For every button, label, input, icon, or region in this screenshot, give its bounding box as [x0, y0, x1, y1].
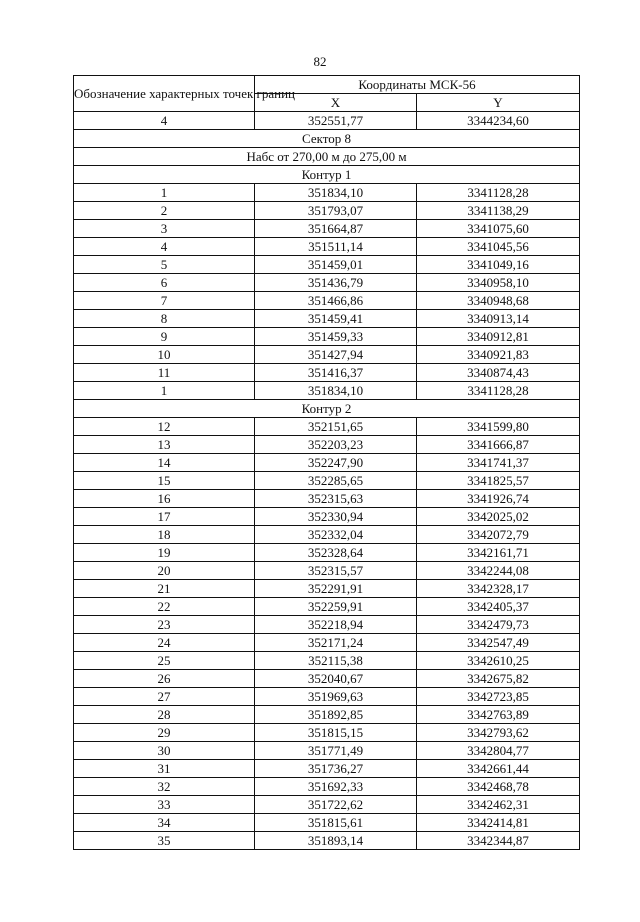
- x-coordinate-cell: 352171,24: [255, 634, 417, 652]
- table-row: [74, 652, 580, 670]
- table-row: [74, 688, 580, 706]
- table-row: [74, 760, 580, 778]
- y-coordinate-cell: 3342462,31: [417, 796, 580, 814]
- x-coordinate-cell: 352151,65: [255, 418, 417, 436]
- table-row: [74, 292, 580, 310]
- y-coordinate-cell: 3342072,79: [417, 526, 580, 544]
- table-row: [74, 598, 580, 616]
- y-coordinate-cell: 3342468,78: [417, 778, 580, 796]
- x-coordinate-cell: 352203,23: [255, 436, 417, 454]
- table-row: [74, 706, 580, 724]
- point-id-cell: 20: [74, 562, 255, 580]
- x-coordinate-cell: 351466,86: [255, 292, 417, 310]
- y-coordinate-cell: 3342161,71: [417, 544, 580, 562]
- x-column-header: X: [255, 94, 417, 112]
- point-id-cell: 11: [74, 364, 255, 382]
- coordinates-header: Координаты МСК-56: [255, 76, 580, 94]
- table-row: [74, 418, 580, 436]
- x-coordinate-cell: 351459,33: [255, 328, 417, 346]
- table-row: [74, 220, 580, 238]
- table-row: [74, 472, 580, 490]
- y-coordinate-cell: 3342479,73: [417, 616, 580, 634]
- table-row: [74, 364, 580, 382]
- y-coordinate-cell: 3341075,60: [417, 220, 580, 238]
- x-coordinate-cell: 352285,65: [255, 472, 417, 490]
- y-coordinate-cell: 3340948,68: [417, 292, 580, 310]
- x-coordinate-cell: 351736,27: [255, 760, 417, 778]
- point-id-cell: 7: [74, 292, 255, 310]
- table-row: [74, 526, 580, 544]
- y-coordinate-cell: 3342244,08: [417, 562, 580, 580]
- table-row: [74, 328, 580, 346]
- x-coordinate-cell: 351815,61: [255, 814, 417, 832]
- y-coordinate-cell: 3342328,17: [417, 580, 580, 598]
- x-coordinate-cell: 351511,14: [255, 238, 417, 256]
- y-coordinate-cell: 3341128,28: [417, 382, 580, 400]
- section-title: Контур 1: [74, 166, 580, 184]
- y-coordinate-cell: 3341049,16: [417, 256, 580, 274]
- point-id-cell: 32: [74, 778, 255, 796]
- table-row: [74, 724, 580, 742]
- point-id-cell: 25: [74, 652, 255, 670]
- y-coordinate-cell: 3342804,77: [417, 742, 580, 760]
- point-id-cell: 1: [74, 382, 255, 400]
- point-id-cell: 14: [74, 454, 255, 472]
- coordinates-table: [73, 75, 580, 850]
- y-coordinate-cell: 3342405,37: [417, 598, 580, 616]
- x-coordinate-cell: 351969,63: [255, 688, 417, 706]
- point-id-cell: 12: [74, 418, 255, 436]
- point-id-cell: 33: [74, 796, 255, 814]
- point-id-cell: 29: [74, 724, 255, 742]
- table-row: [74, 274, 580, 292]
- x-coordinate-cell: 351436,79: [255, 274, 417, 292]
- point-id-cell: 18: [74, 526, 255, 544]
- x-coordinate-cell: 352115,38: [255, 652, 417, 670]
- point-id-cell: 31: [74, 760, 255, 778]
- point-id-cell: 19: [74, 544, 255, 562]
- point-id-cell: 35: [74, 832, 255, 850]
- table-body: [74, 112, 580, 850]
- point-id-cell: 34: [74, 814, 255, 832]
- y-column-header: Y: [417, 94, 580, 112]
- x-coordinate-cell: 352328,64: [255, 544, 417, 562]
- point-id-cell: 9: [74, 328, 255, 346]
- x-coordinate-cell: 351416,37: [255, 364, 417, 382]
- y-coordinate-cell: 3340912,81: [417, 328, 580, 346]
- y-coordinate-cell: 3344234,60: [417, 112, 580, 130]
- point-id-cell: 3: [74, 220, 255, 238]
- y-coordinate-cell: 3341741,37: [417, 454, 580, 472]
- x-coordinate-cell: 351892,85: [255, 706, 417, 724]
- x-coordinate-cell: 351459,41: [255, 310, 417, 328]
- table-row: [74, 832, 580, 850]
- x-coordinate-cell: 351692,33: [255, 778, 417, 796]
- table-row: [74, 508, 580, 526]
- section-title: Контур 2: [74, 400, 580, 418]
- point-id-cell: 10: [74, 346, 255, 364]
- x-coordinate-cell: 351722,62: [255, 796, 417, 814]
- table-row: [74, 796, 580, 814]
- table-row: [74, 238, 580, 256]
- y-coordinate-cell: 3342414,81: [417, 814, 580, 832]
- point-id-cell: 27: [74, 688, 255, 706]
- table-header: [74, 76, 580, 112]
- table-row: [74, 814, 580, 832]
- y-coordinate-cell: 3341926,74: [417, 490, 580, 508]
- point-id-cell: 30: [74, 742, 255, 760]
- y-coordinate-cell: 3342610,25: [417, 652, 580, 670]
- section-row: [74, 148, 580, 166]
- page-number: 82: [313, 54, 327, 69]
- table-row: [74, 202, 580, 220]
- y-coordinate-cell: 3341599,80: [417, 418, 580, 436]
- y-coordinate-cell: 3340913,14: [417, 310, 580, 328]
- y-coordinate-cell: 3340874,43: [417, 364, 580, 382]
- table-row: [74, 562, 580, 580]
- y-coordinate-cell: 3341825,57: [417, 472, 580, 490]
- table-row: [74, 112, 580, 130]
- point-id-cell: 22: [74, 598, 255, 616]
- x-coordinate-cell: 351664,87: [255, 220, 417, 238]
- point-id-cell: 4: [74, 112, 255, 130]
- table-row: [74, 490, 580, 508]
- table-row: [74, 742, 580, 760]
- section-title: Набс от 270,00 м до 275,00 м: [74, 148, 580, 166]
- x-coordinate-cell: 352040,67: [255, 670, 417, 688]
- section-row: [74, 166, 580, 184]
- section-row: [74, 130, 580, 148]
- section-title: Сектор 8: [74, 130, 580, 148]
- y-coordinate-cell: 3342547,49: [417, 634, 580, 652]
- y-coordinate-cell: 3342763,89: [417, 706, 580, 724]
- x-coordinate-cell: 352259,91: [255, 598, 417, 616]
- x-coordinate-cell: 352315,57: [255, 562, 417, 580]
- point-id-cell: 17: [74, 508, 255, 526]
- table-row: [74, 256, 580, 274]
- point-column-header: Обозначение характерных точек границ: [74, 76, 255, 112]
- table-row: [74, 544, 580, 562]
- y-coordinate-cell: 3342661,44: [417, 760, 580, 778]
- x-coordinate-cell: 352218,94: [255, 616, 417, 634]
- table-row: [74, 670, 580, 688]
- y-coordinate-cell: 3341128,28: [417, 184, 580, 202]
- x-coordinate-cell: 352315,63: [255, 490, 417, 508]
- x-coordinate-cell: 351793,07: [255, 202, 417, 220]
- y-coordinate-cell: 3342675,82: [417, 670, 580, 688]
- y-coordinate-cell: 3342793,62: [417, 724, 580, 742]
- table-row: [74, 382, 580, 400]
- point-id-cell: 23: [74, 616, 255, 634]
- point-id-cell: 1: [74, 184, 255, 202]
- point-id-cell: 8: [74, 310, 255, 328]
- x-coordinate-cell: 351427,94: [255, 346, 417, 364]
- y-coordinate-cell: 3341138,29: [417, 202, 580, 220]
- x-coordinate-cell: 352247,90: [255, 454, 417, 472]
- section-row: [74, 400, 580, 418]
- table-row: [74, 454, 580, 472]
- y-coordinate-cell: 3341045,56: [417, 238, 580, 256]
- y-coordinate-cell: 3342344,87: [417, 832, 580, 850]
- x-coordinate-cell: 352551,77: [255, 112, 417, 130]
- point-id-cell: 26: [74, 670, 255, 688]
- y-coordinate-cell: 3340958,10: [417, 274, 580, 292]
- point-id-cell: 15: [74, 472, 255, 490]
- point-id-cell: 6: [74, 274, 255, 292]
- point-id-cell: 4: [74, 238, 255, 256]
- x-coordinate-cell: 351771,49: [255, 742, 417, 760]
- point-id-cell: 2: [74, 202, 255, 220]
- point-id-cell: 5: [74, 256, 255, 274]
- point-id-cell: 21: [74, 580, 255, 598]
- x-coordinate-cell: 351893,14: [255, 832, 417, 850]
- x-coordinate-cell: 351834,10: [255, 184, 417, 202]
- point-id-cell: 28: [74, 706, 255, 724]
- y-coordinate-cell: 3342025,02: [417, 508, 580, 526]
- table-row: [74, 346, 580, 364]
- table-row: [74, 634, 580, 652]
- x-coordinate-cell: 351815,15: [255, 724, 417, 742]
- x-coordinate-cell: 351459,01: [255, 256, 417, 274]
- x-coordinate-cell: 352330,94: [255, 508, 417, 526]
- table-row: [74, 580, 580, 598]
- x-coordinate-cell: 352291,91: [255, 580, 417, 598]
- table-row: [74, 436, 580, 454]
- x-coordinate-cell: 351834,10: [255, 382, 417, 400]
- table-row: [74, 310, 580, 328]
- table-row: [74, 616, 580, 634]
- table-row: [74, 184, 580, 202]
- point-id-cell: 24: [74, 634, 255, 652]
- point-id-cell: 13: [74, 436, 255, 454]
- y-coordinate-cell: 3341666,87: [417, 436, 580, 454]
- y-coordinate-cell: 3340921,83: [417, 346, 580, 364]
- table-row: [74, 778, 580, 796]
- x-coordinate-cell: 352332,04: [255, 526, 417, 544]
- point-id-cell: 16: [74, 490, 255, 508]
- y-coordinate-cell: 3342723,85: [417, 688, 580, 706]
